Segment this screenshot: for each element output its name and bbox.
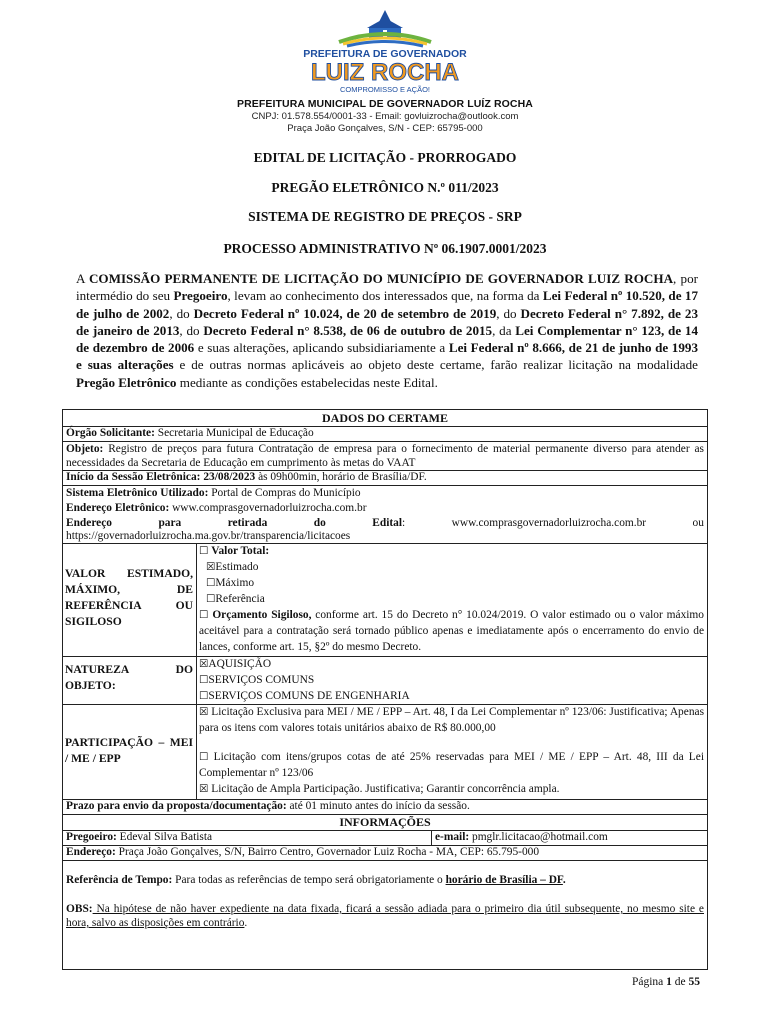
orgao-row: Órgão Solicitante: Secretaria Municipal de Educação — [66, 427, 314, 439]
endereco-row: Endereço: Praça João Gonçalves, S/N, Bairro Centro, Governador Luiz Rocha - MA, CEP: 65.795-000 — [66, 846, 540, 858]
checkbox-empty-icon: ☐ — [199, 751, 209, 763]
part-ampla-option: ☒ Licitação de Ampla Participação. Justificativa; Garantir concorrência ampla. — [199, 783, 560, 795]
checkbox-empty-icon: ☐ — [199, 674, 209, 686]
prazo-row: Prazo para envio da proposta/documentação: até 01 minuto antes do início da sessão. — [66, 800, 470, 812]
pregao-title: PREGÃO ELETRÔNICO N.º 011/2023 — [271, 180, 499, 195]
aquisicao-option: ☒AQUISIÇÃO — [199, 658, 272, 670]
email-cell: e-mail: pmglr.licitacao@hotmail.com — [435, 831, 608, 843]
servicos-eng-option: ☐SERVIÇOS COMUNS DE ENGENHARIA — [199, 690, 410, 702]
checkbox-empty-icon: ☐ — [206, 577, 216, 589]
objeto-row: Objeto: Registro de preços para futura Contratação de empresa para o fornecimento de material permanente diverso para atender as necessidades da Secretaria de Educação em cumprimento às metas do VAAT — [66, 443, 704, 469]
org-address: Praça João Gonçalves, S/N - CEP: 65795-000 — [287, 123, 483, 134]
sistema-row: Sistema Eletrônico Utilizado: Portal de Compras do Município Endereço Eletrônico: www.comprasgovernadorluizrocha.com.br — [66, 487, 367, 514]
checkbox-empty-icon: ☐ — [199, 545, 209, 557]
inicio-row: Início da Sessão Eletrônica: 23/08/2023 às 09h00min, horário de Brasília/DF. — [66, 471, 427, 483]
certame-heading: DADOS DO CERTAME — [321, 411, 449, 425]
natureza-label: NATUREZA DO OBJETO: — [65, 663, 193, 692]
checkbox-checked-icon: ☒ — [206, 561, 216, 573]
logo-line2: LUIZ ROCHA — [311, 59, 459, 86]
checkbox-empty-icon: ☐ — [199, 609, 209, 621]
checkbox-checked-icon: ☒ — [199, 706, 209, 718]
valor-label: VALOR ESTIMADO, MÁXIMO, DE REFERÊNCIA OU SIGILOSO — [65, 567, 193, 628]
estimado-option: ☒Estimado — [206, 561, 259, 573]
org-cnpj: CNPJ: 01.578.554/0001-33 - Email: govluizrocha@outlook.com — [251, 111, 519, 122]
prefeitura-logo — [299, 8, 471, 96]
servicos-comuns-option: ☐SERVIÇOS COMUNS — [199, 674, 315, 686]
srp-title: SISTEMA DE REGISTRO DE PREÇOS - SRP — [248, 209, 522, 224]
part-cotas-option: ☐ Licitação com itens/grupos cotas de até 25% reservadas para MEI / ME / EPP – Art. 48, III da Lei Complementar nº 123/06 — [199, 751, 704, 779]
logo-line1: PREFEITURA DE GOVERNADOR — [303, 48, 467, 60]
pregoeiro-row: Pregoeiro: Edeval Silva Batista — [66, 831, 213, 843]
part-exclusiva-option: ☒ Licitação Exclusiva para MEI / ME / EPP – Art. 48, I da Lei Complementar nº 123/06: Justificativa; Apenas para os itens com valores totais unitários abaixo de R$ 80.000,00 — [199, 706, 704, 734]
checkbox-checked-icon: ☒ — [199, 783, 209, 795]
doc-title: EDITAL DE LICITAÇÃO - PRORROGADO — [253, 150, 517, 165]
retirada-row: Endereço para retirada do Edital: www.comprasgovernadorluizrocha.com.br ou — [66, 517, 704, 529]
sigiloso-option: ☐ Orçamento Sigiloso, conforme art. 15 do Decreto n° 10.024/2019. O valor estimado ou o valor máximo aceitável para a contratação será tornado público apenas e imediatamente após o encerramento do envio de lances, conforme art. 15, §2º do mesmo Decreto. — [199, 609, 704, 653]
checkbox-empty-icon: ☐ — [199, 690, 209, 702]
valor-total-option: ☐ Valor Total: — [199, 545, 270, 557]
intro-paragraph: A COMISSÃO PERMANENTE DE LICITAÇÃO DO MUNICÍPIO DE GOVERNADOR LUIZ ROCHA, por intermédio do seu Pregoeiro, levam ao conhecimento dos interessados que, na forma da Lei Federal nº 10.520, de 17 de julho de 2002, do Decreto Federal nº 10.024, de 20 de setembro de 2019, do Decreto Federal n° 7.892, de 23 de janeiro de 2013, do Decreto Federal n° 8.538, de 06 de outubro de 2015, da Lei Complementar n° 123, de 14 de dezembro de 2006 e suas alterações, aplicando subsidiariamente a Lei Federal nº 8.666, de 21 de junho de 1993 e suas alterações e de outras normas aplicáveis ao objeto deste certame, farão realizar licitação na modalidade Pregão Eletrônico mediante as condições estabelecidas neste Edital. — [76, 271, 698, 390]
page-number: Página 1 de 55 — [631, 976, 700, 988]
referencia-tempo: Referência de Tempo: Para todas as referências de tempo será obrigatoriamente o horário de Brasília – DF. — [66, 874, 566, 886]
org-name: PREFEITURA MUNICIPAL DE GOVERNADOR LUÍZ ROCHA — [237, 98, 533, 110]
logo-line3: COMPROMISSO E AÇÃO! — [339, 85, 431, 94]
certame-table — [62, 409, 708, 970]
referencia-option: ☐Referência — [206, 593, 265, 605]
obs-note: OBS: Na hipótese de não haver expediente na data fixada, ficará a sessão adiada para o primeiro dia útil subsequente, no mesmo site e hora, salvo as disposições em contrário. — [66, 903, 704, 929]
informacoes-heading: INFORMAÇÕES — [339, 815, 431, 829]
checkbox-checked-icon: ☒ — [199, 658, 209, 670]
maximo-option: ☐Máximo — [206, 577, 255, 589]
retirada-url-row: https://governadorluizrocha.ma.gov.br/transparencia/licitacoes — [66, 530, 351, 542]
processo-title: PROCESSO ADMINISTRATIVO Nº 06.1907.0001/2023 — [223, 241, 547, 256]
participacao-label: PARTICIPAÇÃO – MEI / ME / EPP — [65, 736, 193, 765]
checkbox-empty-icon: ☐ — [206, 593, 216, 605]
